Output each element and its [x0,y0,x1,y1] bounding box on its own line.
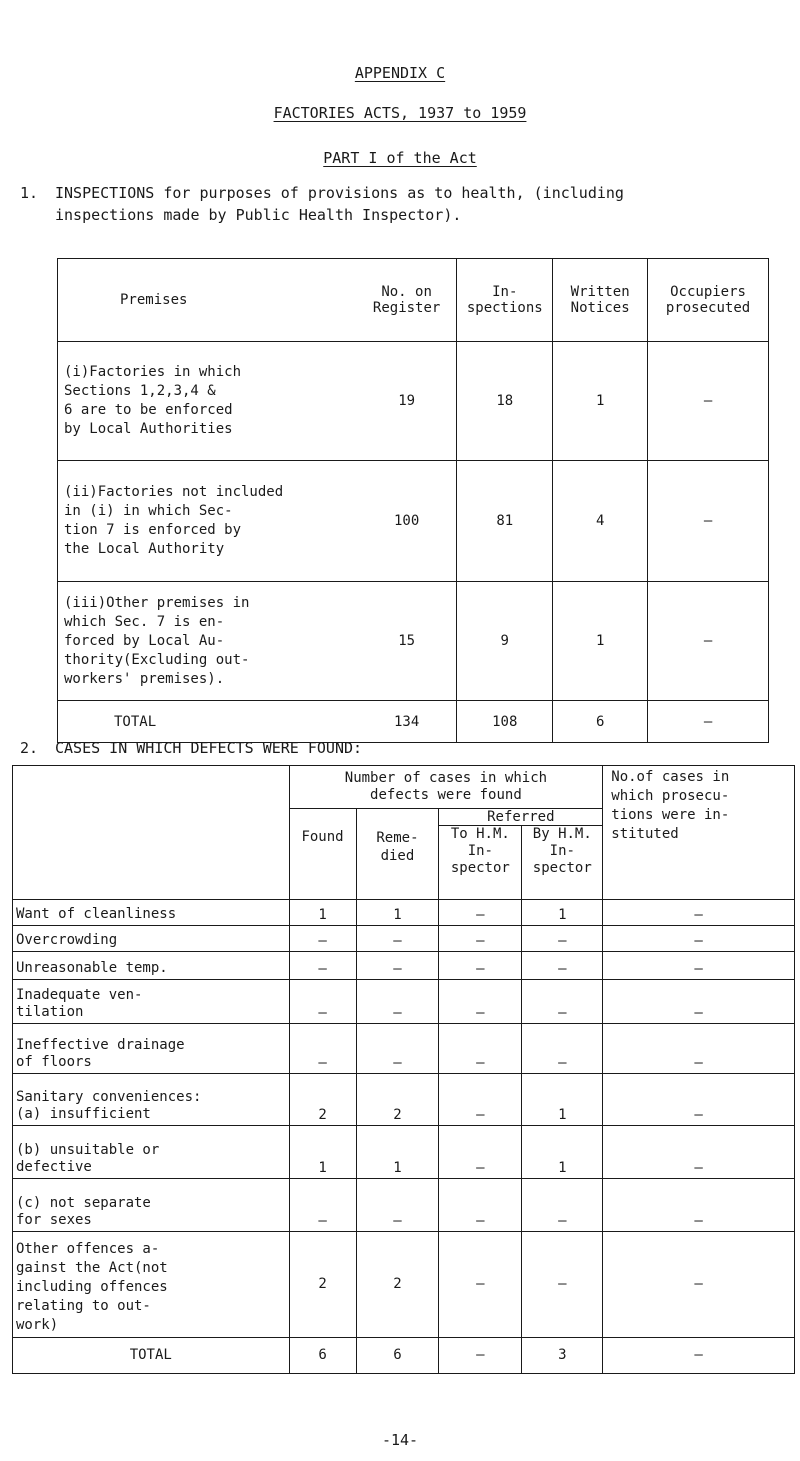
inspections-cell: 81 [457,461,553,582]
remedied-cell: 1 [356,900,439,926]
to-hm-cell: – [439,900,522,926]
by-hm-cell: – [522,980,603,1024]
found-cell: 1 [289,900,356,926]
table-row [13,1179,795,1232]
found-cell: – [289,1024,356,1074]
header-remedied: Reme- died [356,809,439,900]
premises-cell: (iii)Other premises in which Sec. 7 is en- forced by Local Au- thority(Excluding out- workers' premises). [58,582,357,701]
register-cell: 15 [357,582,457,701]
table-row [13,952,795,980]
total-remedied: 6 [356,1338,439,1374]
found-cell: 2 [289,1074,356,1126]
inspections-cell: 18 [457,342,553,461]
total-prosecutions: – [603,1338,795,1374]
found-cell: – [289,952,356,980]
header-prosecuted: Occupiers prosecuted [648,259,769,342]
remedied-cell: – [356,952,439,980]
table-row [13,1074,795,1126]
to-hm-cell: – [439,952,522,980]
table-row [58,342,769,461]
by-hm-cell: 1 [522,1074,603,1126]
header-to-hm-inspector: To H.M. In- spector [439,826,522,900]
total-to-hm: – [439,1338,522,1374]
section2-number: 2. [20,739,39,757]
header-found: Found [289,809,356,900]
notices-cell: 1 [553,342,648,461]
total-register: 134 [357,701,457,743]
section1-number: 1. [20,184,39,202]
table-row [13,1232,795,1338]
notices-cell: 1 [553,582,648,701]
header-premises: Premises [58,259,357,342]
prosecuted-cell: – [648,461,769,582]
row-label: Sanitary conveniences: (a) insufficient [13,1074,290,1126]
prosecuted-cell: – [648,582,769,701]
total-found: 6 [289,1338,356,1374]
to-hm-cell: – [439,1126,522,1179]
table-row [13,1024,795,1074]
table-row [13,1126,795,1179]
prosecuted-cell: – [648,342,769,461]
found-cell: – [289,980,356,1024]
register-cell: 19 [357,342,457,461]
row-label: (b) unsuitable or defective [13,1126,290,1179]
table-row [13,900,795,926]
register-cell: 100 [357,461,457,582]
found-cell: 2 [289,1232,356,1338]
defects-table [12,765,795,1374]
prosecutions-cell: – [603,900,795,926]
table-row [13,926,795,952]
by-hm-cell: – [522,926,603,952]
remedied-cell: 1 [356,1126,439,1179]
row-label: (c) not separate for sexes [13,1179,290,1232]
prosecutions-cell: – [603,926,795,952]
section2-text: CASES IN WHICH DEFECTS WERE FOUND: [55,739,363,757]
part-title: PART I of the Act [323,149,477,167]
remedied-cell: – [356,1179,439,1232]
header-prosecutions: No.of cases in which prosecu- tions were in- stituted [603,766,795,900]
total-row [13,1338,795,1374]
by-hm-cell: 1 [522,900,603,926]
by-hm-cell: 1 [522,1126,603,1179]
row-label: Unreasonable temp. [13,952,290,980]
by-hm-cell: – [522,1179,603,1232]
total-label: TOTAL [58,701,357,743]
total-inspections: 108 [457,701,553,743]
inspections-header-row [58,259,769,342]
prosecutions-cell: – [603,1074,795,1126]
header-inspections: In- spections [457,259,553,342]
table-row [58,461,769,582]
row-label: Ineffective drainage of floors [13,1024,290,1074]
header-register: No. on Register [357,259,457,342]
header-referred: Referred [439,809,603,826]
to-hm-cell: – [439,1179,522,1232]
prosecutions-cell: – [603,1232,795,1338]
section1-text: INSPECTIONS for purposes of provisions as to health, (including inspections made by Public Health Inspector). [55,184,624,224]
prosecutions-cell: – [603,1126,795,1179]
premises-cell: (ii)Factories not included in (i) in which Sec- tion 7 is enforced by the Local Authority [58,461,357,582]
by-hm-cell: – [522,952,603,980]
found-cell: 1 [289,1126,356,1179]
remedied-cell: – [356,980,439,1024]
header-blank [13,766,290,900]
premises-cell: (i)Factories in which Sections 1,2,3,4 & 6 are to be enforced by Local Authorities [58,342,357,461]
to-hm-cell: – [439,1232,522,1338]
remedied-cell: 2 [356,1074,439,1126]
row-label: Inadequate ven- tilation [13,980,290,1024]
header-notices: Written Notices [553,259,648,342]
prosecutions-cell: – [603,980,795,1024]
page-number: -14- [381,1431,419,1449]
table-row [13,980,795,1024]
header-number-of-cases: Number of cases in which defects were found [289,766,603,809]
header-by-hm-inspector: By H.M. In- spector [522,826,603,900]
row-label: Overcrowding [13,926,290,952]
to-hm-cell: – [439,926,522,952]
to-hm-cell: – [439,1024,522,1074]
table-row [58,582,769,701]
total-by-hm: 3 [522,1338,603,1374]
total-notices: 6 [553,701,648,743]
to-hm-cell: – [439,1074,522,1126]
remedied-cell: – [356,1024,439,1074]
by-hm-cell: – [522,1024,603,1074]
appendix-heading: APPENDIX C [354,64,446,82]
inspections-cell: 9 [457,582,553,701]
row-label: Want of cleanliness [13,900,290,926]
to-hm-cell: – [439,980,522,1024]
found-cell: – [289,926,356,952]
acts-title: FACTORIES ACTS, 1937 to 1959 [273,104,527,122]
remedied-cell: 2 [356,1232,439,1338]
prosecutions-cell: – [603,1024,795,1074]
inspections-table [57,258,769,743]
prosecutions-cell: – [603,1179,795,1232]
notices-cell: 4 [553,461,648,582]
row-label: Other offences a- gainst the Act(not including offences relating to out- work) [13,1232,290,1338]
found-cell: – [289,1179,356,1232]
by-hm-cell: – [522,1232,603,1338]
remedied-cell: – [356,926,439,952]
total-prosecuted: – [648,701,769,743]
prosecutions-cell: – [603,952,795,980]
total-label: TOTAL [13,1338,290,1374]
